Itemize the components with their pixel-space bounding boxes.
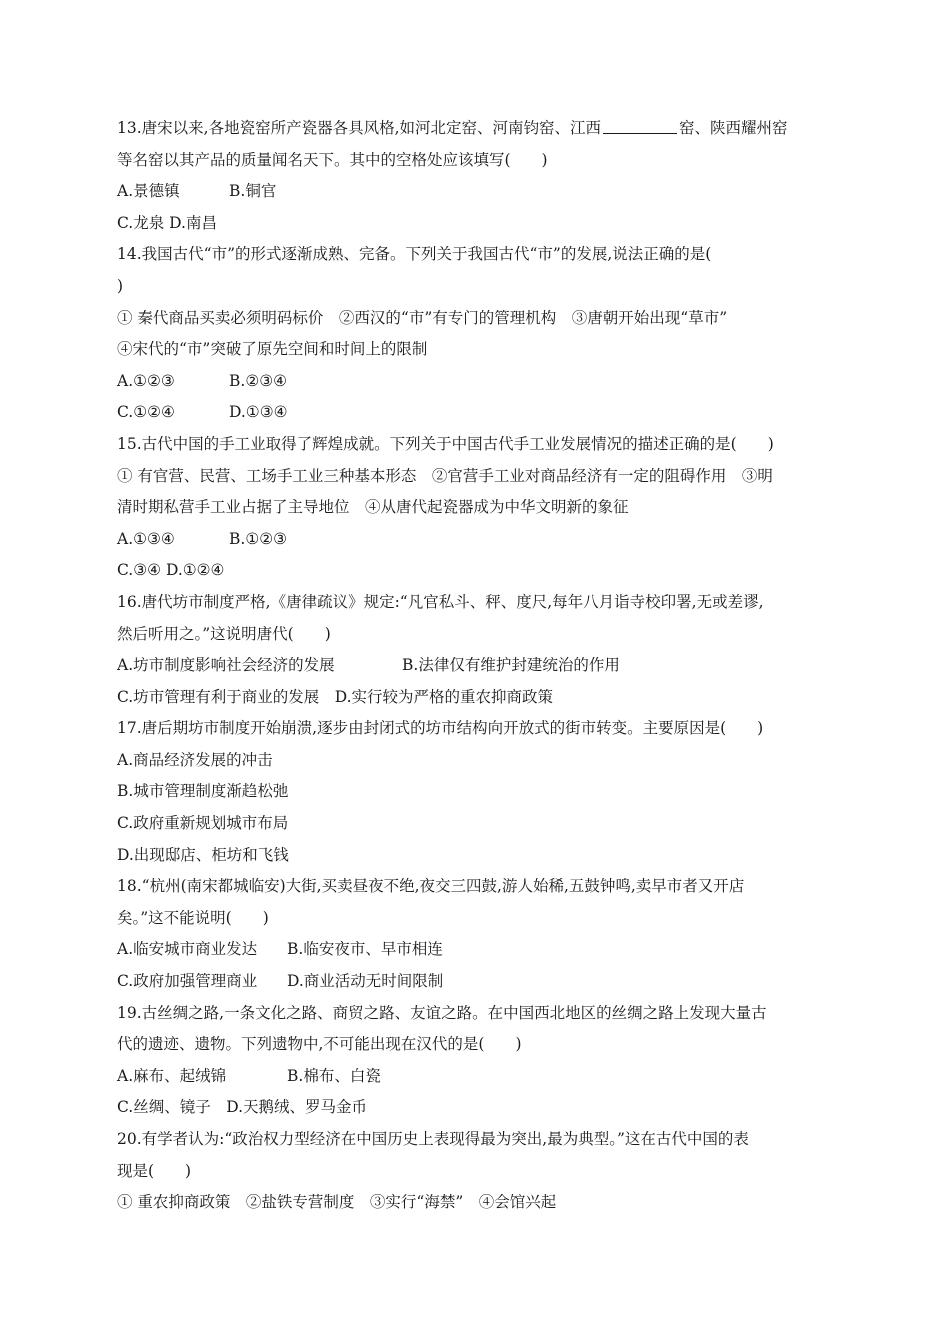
q19-option-b: B.棉布、白瓷 bbox=[287, 1066, 381, 1085]
q17-option-c: C.政府重新规划城市布局 bbox=[117, 814, 289, 833]
q14-option-b: B.②③④ bbox=[229, 371, 288, 390]
q14-option-d: D.①③④ bbox=[229, 403, 288, 422]
q13-stem-text-a: 13.唐宋以来,各地瓷窑所产瓷器各具风格,如河北定窑、河南钧窑、江西 bbox=[117, 119, 602, 137]
q15-stem-line1: 15.古代中国的手工业取得了辉煌成就。下列关于中国古代手工业发展情况的描述正确的是( ) bbox=[117, 434, 774, 453]
q20-statements-line1: ① 重农抑商政策 ②盐铁专营制度 ③实行“海禁” ④会馆兴起 bbox=[117, 1193, 557, 1212]
exam-page bbox=[117, 113, 837, 1219]
q13-options-row2: C.龙泉 D.南昌 bbox=[117, 213, 217, 232]
q15-statements-line2: 清时期私营手工业占据了主导地位 ④从唐代起瓷器成为中华文明新的象征 bbox=[117, 498, 629, 517]
q13-option-a: A.景德镇 bbox=[117, 182, 180, 201]
q14-option-a: A.①②③ bbox=[117, 371, 175, 390]
q13-option-b: B.铜官 bbox=[229, 182, 277, 201]
q14-stem-line1: 14.我国古代“市”的形式逐渐成熟、完备。下列关于我国古代“市”的发展,说法正确的是( bbox=[117, 245, 712, 264]
q13-stem-line2: 等名窑以其产品的质量闻名天下。其中的空格处应该填写( ) bbox=[117, 150, 548, 169]
q17-option-b: B.城市管理制度渐趋松弛 bbox=[117, 782, 289, 801]
q18-option-d: D.商业活动无时间限制 bbox=[287, 972, 444, 991]
q19-stem-line2: 代的遗迹、遗物。下列遗物中,不可能出现在汉代的是( ) bbox=[117, 1035, 522, 1054]
q18-option-a: A.临安城市商业发达 bbox=[117, 940, 258, 959]
q17-stem-line1: 17.唐后期坊市制度开始崩溃,逐步由封闭式的坊市结构向开放式的街市转变。主要原因是( ) bbox=[117, 719, 764, 738]
q18-option-b: B.临安夜市、早市相连 bbox=[287, 940, 443, 959]
q18-options-row1 bbox=[117, 934, 837, 966]
q15-options-row1 bbox=[117, 524, 837, 556]
q13-options-row1 bbox=[117, 176, 837, 208]
q19-options-row1 bbox=[117, 1061, 837, 1093]
q20-stem-line1: 20.有学者认为:“政治权力型经济在中国历史上表现得最为突出,最为典型。”这在古代中国的表 bbox=[117, 1130, 749, 1148]
q16-option-b: B.法律仅有维护封建统治的作用 bbox=[402, 656, 620, 675]
q20-stem-line2: 现是( ) bbox=[117, 1161, 192, 1180]
q18-stem-line1: 18.“杭州(南宋都城临安)大街,买卖昼夜不绝,夜交三四鼓,游人始稀,五鼓钟鸣,卖早市者又开店 bbox=[117, 877, 745, 896]
q16-options-row2: C.坊市管理有利于商业的发展 D.实行较为严格的重农抑商政策 bbox=[117, 687, 554, 706]
q14-options-row1 bbox=[117, 366, 837, 398]
q14-statements-line2: ④宋代的“市”突破了原先空间和时间上的限制 bbox=[117, 340, 428, 359]
q15-option-b: B.①②③ bbox=[229, 529, 288, 548]
q13-stem-text-b: 窑、陕西耀州窑 bbox=[679, 119, 788, 137]
q13-stem-line1 bbox=[117, 113, 837, 145]
q15-statements-line1: ① 有官营、民营、工场手工业三种基本形态 ②官营手工业对商品经济有一定的阻碍作用 ③明 bbox=[117, 466, 773, 485]
q17-option-d: D.出现邸店、柜坊和飞钱 bbox=[117, 845, 289, 864]
q14-statements-line1: ① 秦代商品买卖必须明码标价 ②西汉的“市”有专门的管理机构 ③唐朝开始出现“草市” bbox=[117, 308, 728, 327]
q16-option-a: A.坊市制度影响社会经济的发展 bbox=[117, 656, 335, 675]
q14-option-c: C.①②④ bbox=[117, 403, 175, 422]
q15-option-a: A.①③④ bbox=[117, 529, 175, 548]
q18-stem-line2: 矣。”这不能说明( ) bbox=[117, 908, 269, 927]
q19-options-row2: C.丝绸、镜子 D.天鹅绒、罗马金币 bbox=[117, 1098, 368, 1117]
q18-option-c: C.政府加强管理商业 bbox=[117, 972, 258, 991]
q15-options-row2: C.③④ D.①②④ bbox=[117, 561, 225, 580]
q14-options-row2 bbox=[117, 397, 837, 429]
q16-options-row1 bbox=[117, 650, 837, 682]
q16-stem-line2: 然后听用之。”这说明唐代( ) bbox=[117, 624, 331, 643]
q14-stem-line2: ) bbox=[117, 276, 124, 295]
q13-answer-blank bbox=[603, 117, 677, 134]
q18-options-row2 bbox=[117, 966, 837, 998]
q19-option-a: A.麻布、起绒锦 bbox=[117, 1066, 227, 1085]
q19-stem-line1: 19.古丝绸之路,一条文化之路、商贸之路、友谊之路。在中国西北地区的丝绸之路上发现大量古 bbox=[117, 1003, 767, 1022]
q16-stem-line1: 16.唐代坊市制度严格,《唐律疏议》规定:“凡官私斗、秤、度尺,每年八月诣寺校印署,无或差谬, bbox=[117, 592, 764, 611]
q17-option-a: A.商品经济发展的冲击 bbox=[117, 750, 273, 769]
